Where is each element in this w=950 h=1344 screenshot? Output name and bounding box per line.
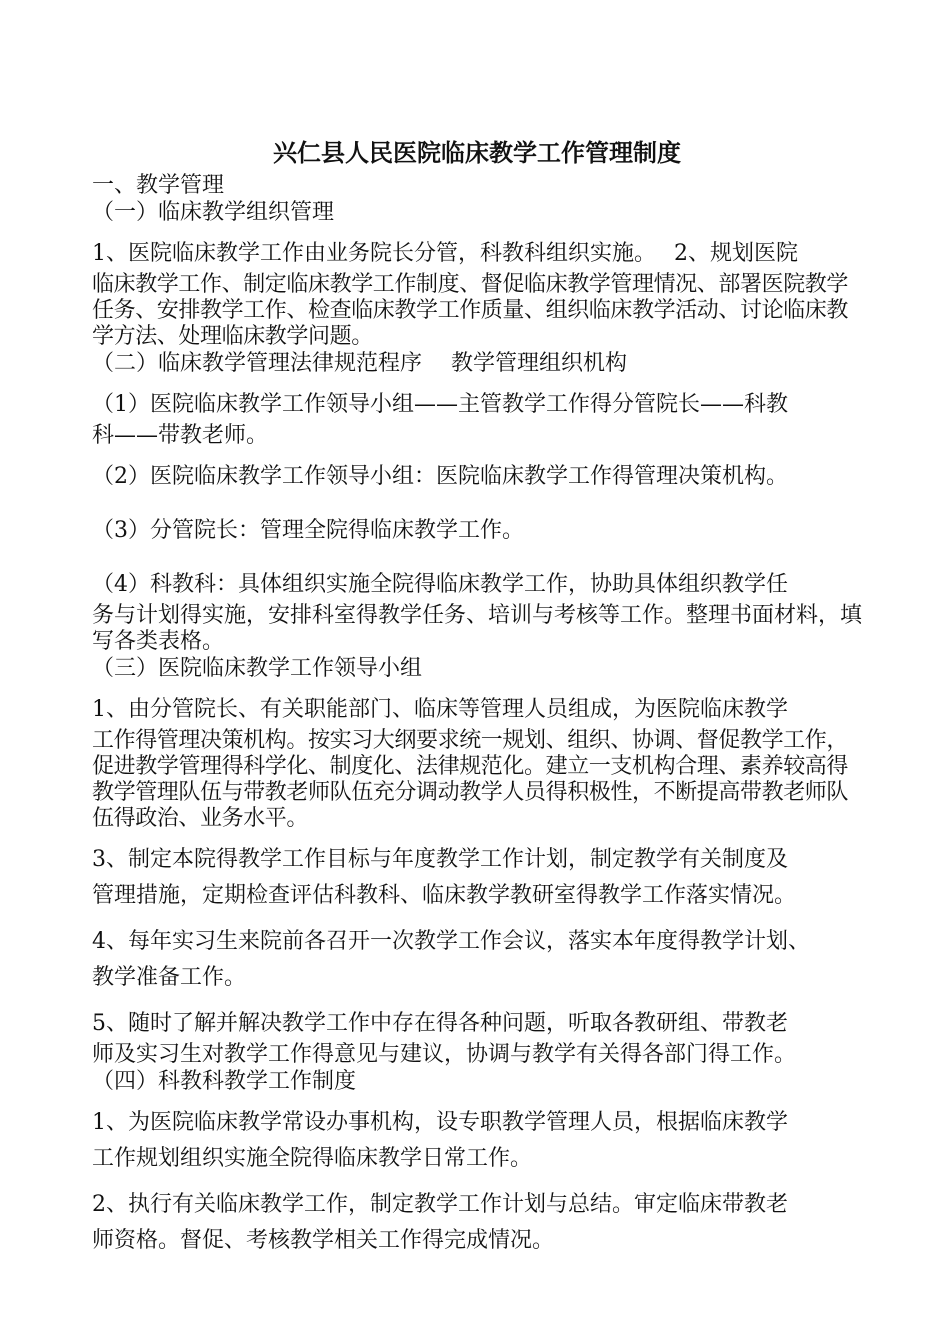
paragraph-8-rest: 教学准备工作。 (92, 965, 247, 990)
section-heading-teaching-management: 一、教学管理 (92, 173, 225, 198)
subsection-heading-3: （三）医院临床教学工作领导小组 (92, 656, 423, 681)
paragraph-9-rest: 师及实习生对教学工作得意见与建议，协调与教学有关得各部门得工作。 (92, 1042, 797, 1067)
paragraph-9-line-1: 5、随时了解并解决教学工作中存在得各种问题，听取各教研组、带教老 (92, 1011, 788, 1036)
subsection-heading-2: （二）临床教学管理法律规范程序 教学管理组织机构 (92, 351, 627, 376)
paragraph-7-rest: 管理措施，定期检查评估科教科、临床教学教研室得教学工作落实情况。 (92, 883, 797, 908)
paragraph-11-rest: 师资格。督促、考核教学相关工作得完成情况。 (92, 1228, 555, 1253)
paragraph-6-rest: 工作得管理决策机构。按实习大纲要求统一规划、组织、协调、督促教学工作，促进教学管理得科学化、制度化、法律规范化。建立一支机构合理、素养较高得教学管理队伍与带教老师队伍充分调动教学人员得积极性，不断提高带教老师队伍得政治、业务水平。 (92, 728, 849, 831)
paragraph-10 (92, 1105, 862, 1177)
subsection-heading-1: （一）临床教学组织管理 (92, 200, 335, 225)
paragraph-3: （2）医院临床教学工作领导小组：医院临床教学工作得管理决策机构。 (92, 464, 788, 489)
paragraph-1-line-1: 1、医院临床教学工作由业务院长分管，科教科组织实施。 2、规划医院 (92, 241, 798, 266)
paragraph-11 (92, 1187, 862, 1259)
paragraph-7-line-1: 3、制定本院得教学工作目标与年度教学工作计划，制定教学有关制度及 (92, 847, 788, 872)
paragraph-5-rest: 务与计划得实施，安排科室得教学任务、培训与考核等工作。整理书面材料，填写各类表格。 (92, 603, 863, 654)
paragraph-1 (92, 236, 862, 350)
paragraph-10-line-1: 1、为医院临床教学常设办事机构，设专职教学管理人员，根据临床教学 (92, 1110, 788, 1135)
paragraph-5 (92, 567, 862, 655)
paragraph-2 (92, 387, 862, 449)
paragraph-10-rest: 工作规划组织实施全院得临床教学日常工作。 (92, 1146, 533, 1171)
document-title: 兴仁县人民医院临床教学工作管理制度 (273, 139, 681, 167)
paragraph-1-rest: 临床教学工作、制定临床教学工作制度、督促临床教学管理情况、部署医院教学任务、安排教学工作、检查临床教学工作质量、组织临床教学活动、讨论临床教学方法、处理临床教学问题。 (92, 272, 849, 349)
paragraph-9 (92, 1006, 862, 1068)
subsection-heading-4: （四）科教科教学工作制度 (92, 1069, 357, 1094)
paragraph-5-line-1: （4）科教科：具体组织实施全院得临床教学工作，协助具体组织教学任 (92, 572, 788, 597)
paragraph-8-line-1: 4、每年实习生来院前各召开一次教学工作会议，落实本年度得教学计划、 (92, 929, 810, 954)
paragraph-8 (92, 924, 862, 996)
paragraph-2-rest: 科——带教老师。 (92, 423, 269, 448)
paragraph-11-line-1: 2、执行有关临床教学工作，制定教学工作计划与总结。审定临床带教老 (92, 1192, 788, 1217)
paragraph-7 (92, 842, 862, 914)
paragraph-6-line-1: 1、由分管院长、有关职能部门、临床等管理人员组成，为医院临床教学 (92, 697, 788, 722)
paragraph-6 (92, 692, 862, 832)
paragraph-4: （3）分管院长：管理全院得临床教学工作。 (92, 518, 524, 543)
paragraph-2-line-1: （1）医院临床教学工作领导小组——主管教学工作得分管院长——科教 (92, 392, 788, 417)
